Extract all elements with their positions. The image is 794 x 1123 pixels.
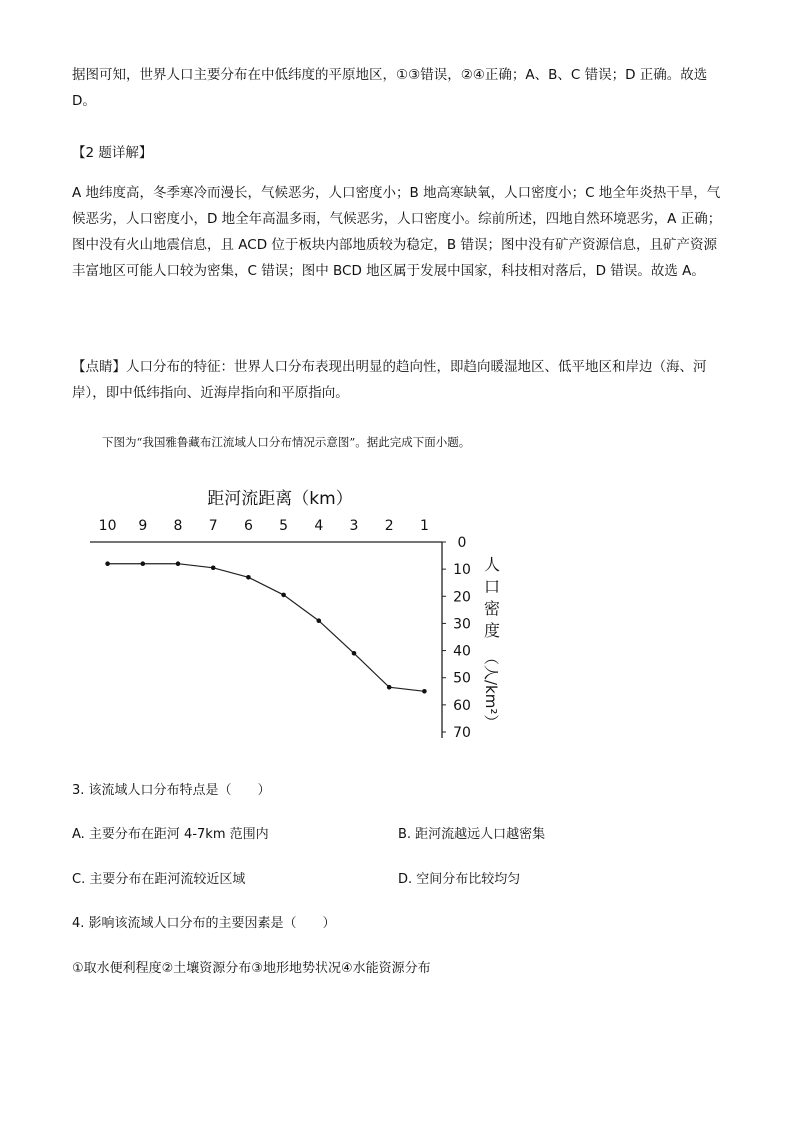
- y-tick-label: 20: [453, 589, 471, 606]
- y-axis-label-char: 人: [483, 555, 501, 574]
- data-point: [422, 689, 427, 694]
- key-point-paragraph: 【点睛】人口分布的特征：世界人口分布表现出明显的趋向性，即趋向暖湿地区、低平地区和岸边（海、河岸），即中低纬指向、近海岸指向和平原指向。: [72, 359, 707, 401]
- y-tick-label: 40: [453, 643, 471, 660]
- series-points: [105, 561, 426, 693]
- x-tick-label: 5: [279, 518, 289, 534]
- y-tick-label: 0: [457, 535, 467, 551]
- question-2-heading: 【2 题详解】: [72, 145, 153, 161]
- x-tick-label: 2: [384, 518, 394, 534]
- x-tick-label: 8: [173, 518, 183, 534]
- data-point: [141, 561, 146, 566]
- data-point: [176, 561, 181, 566]
- y-axis-label-char: 度: [483, 621, 501, 640]
- y-axis-label-char: 密: [483, 599, 501, 618]
- question-3-option-a: A. 主要分布在距河 4-7km 范围内: [72, 827, 269, 842]
- question-4-stem: 4. 影响该流域人口分布的主要因素是（ ）: [72, 916, 336, 931]
- data-point: [246, 575, 251, 580]
- y-axis-label-unit: （人/km²）: [482, 650, 500, 730]
- data-point: [387, 685, 392, 690]
- question-3-stem: 3. 该流域人口分布特点是（ ）: [72, 783, 271, 798]
- data-point: [317, 618, 322, 623]
- question-3-option-b: B. 距河流越远人口越密集: [398, 827, 546, 842]
- x-tick-label: 1: [419, 518, 429, 534]
- y-tick-label: 60: [453, 697, 471, 714]
- x-tick-label: 9: [138, 518, 148, 534]
- explanation-paragraph-2: A 地纬度高，冬季寒冷而漫长，气候恶劣，人口密度小；B 地高寒缺氧，人口密度小；C 地全年炎热干旱，气候恶劣，人口密度小，D 地全年高温多雨，气候恶劣，人口密度小。综前所述，四地自然环境恶劣，A 正确；图中没有火山地震信息，且 ACD 位于板块内部地质较为稳定，B 错误；图中没有矿产资源信息，且矿产资源丰富地区可能人口较为密集，C 错误；图中 BCD 地区属于发展中国家，科技相对落后，D 错误。故选 A。: [72, 185, 722, 279]
- y-tick-label: 70: [453, 725, 471, 741]
- y-axis-label: [482, 555, 500, 729]
- chart-title: 距河流距离（km）: [207, 489, 353, 509]
- data-point: [352, 651, 357, 656]
- data-point: [105, 561, 110, 566]
- y-tick-label: 50: [453, 670, 471, 687]
- x-tick-labels: [99, 518, 429, 534]
- x-tick-label: 10: [98, 518, 117, 534]
- y-tick-labels: [442, 535, 471, 741]
- question-4-options: ①取水便利程度②土壤资源分布③地形地势状况④水能资源分布: [72, 961, 431, 976]
- data-point: [281, 593, 286, 598]
- explanation-paragraph-1: 据图可知，世界人口主要分布在中低纬度的平原地区，①③错误，②④正确；A、B、C 错误；D 正确。故选 D。: [72, 67, 708, 109]
- data-point: [211, 565, 216, 570]
- x-tick-label: 6: [243, 518, 253, 534]
- population-density-chart: [60, 470, 540, 750]
- x-tick-label: 7: [208, 518, 218, 534]
- y-axis-label-char: 口: [483, 577, 501, 596]
- question-3-option-d: D. 空间分布比较均匀: [398, 872, 521, 887]
- x-tick-label: 4: [314, 518, 324, 534]
- y-tick-label: 30: [453, 616, 471, 633]
- y-tick-label: 10: [453, 562, 471, 579]
- question-3-option-c: C. 主要分布在距河流较近区域: [72, 872, 246, 887]
- x-tick-label: 3: [349, 518, 359, 534]
- figure-caption: 下图为“我国雅鲁藏布江流域人口分布情况示意图”。据此完成下面小题。: [102, 435, 471, 449]
- series-line: [108, 564, 425, 692]
